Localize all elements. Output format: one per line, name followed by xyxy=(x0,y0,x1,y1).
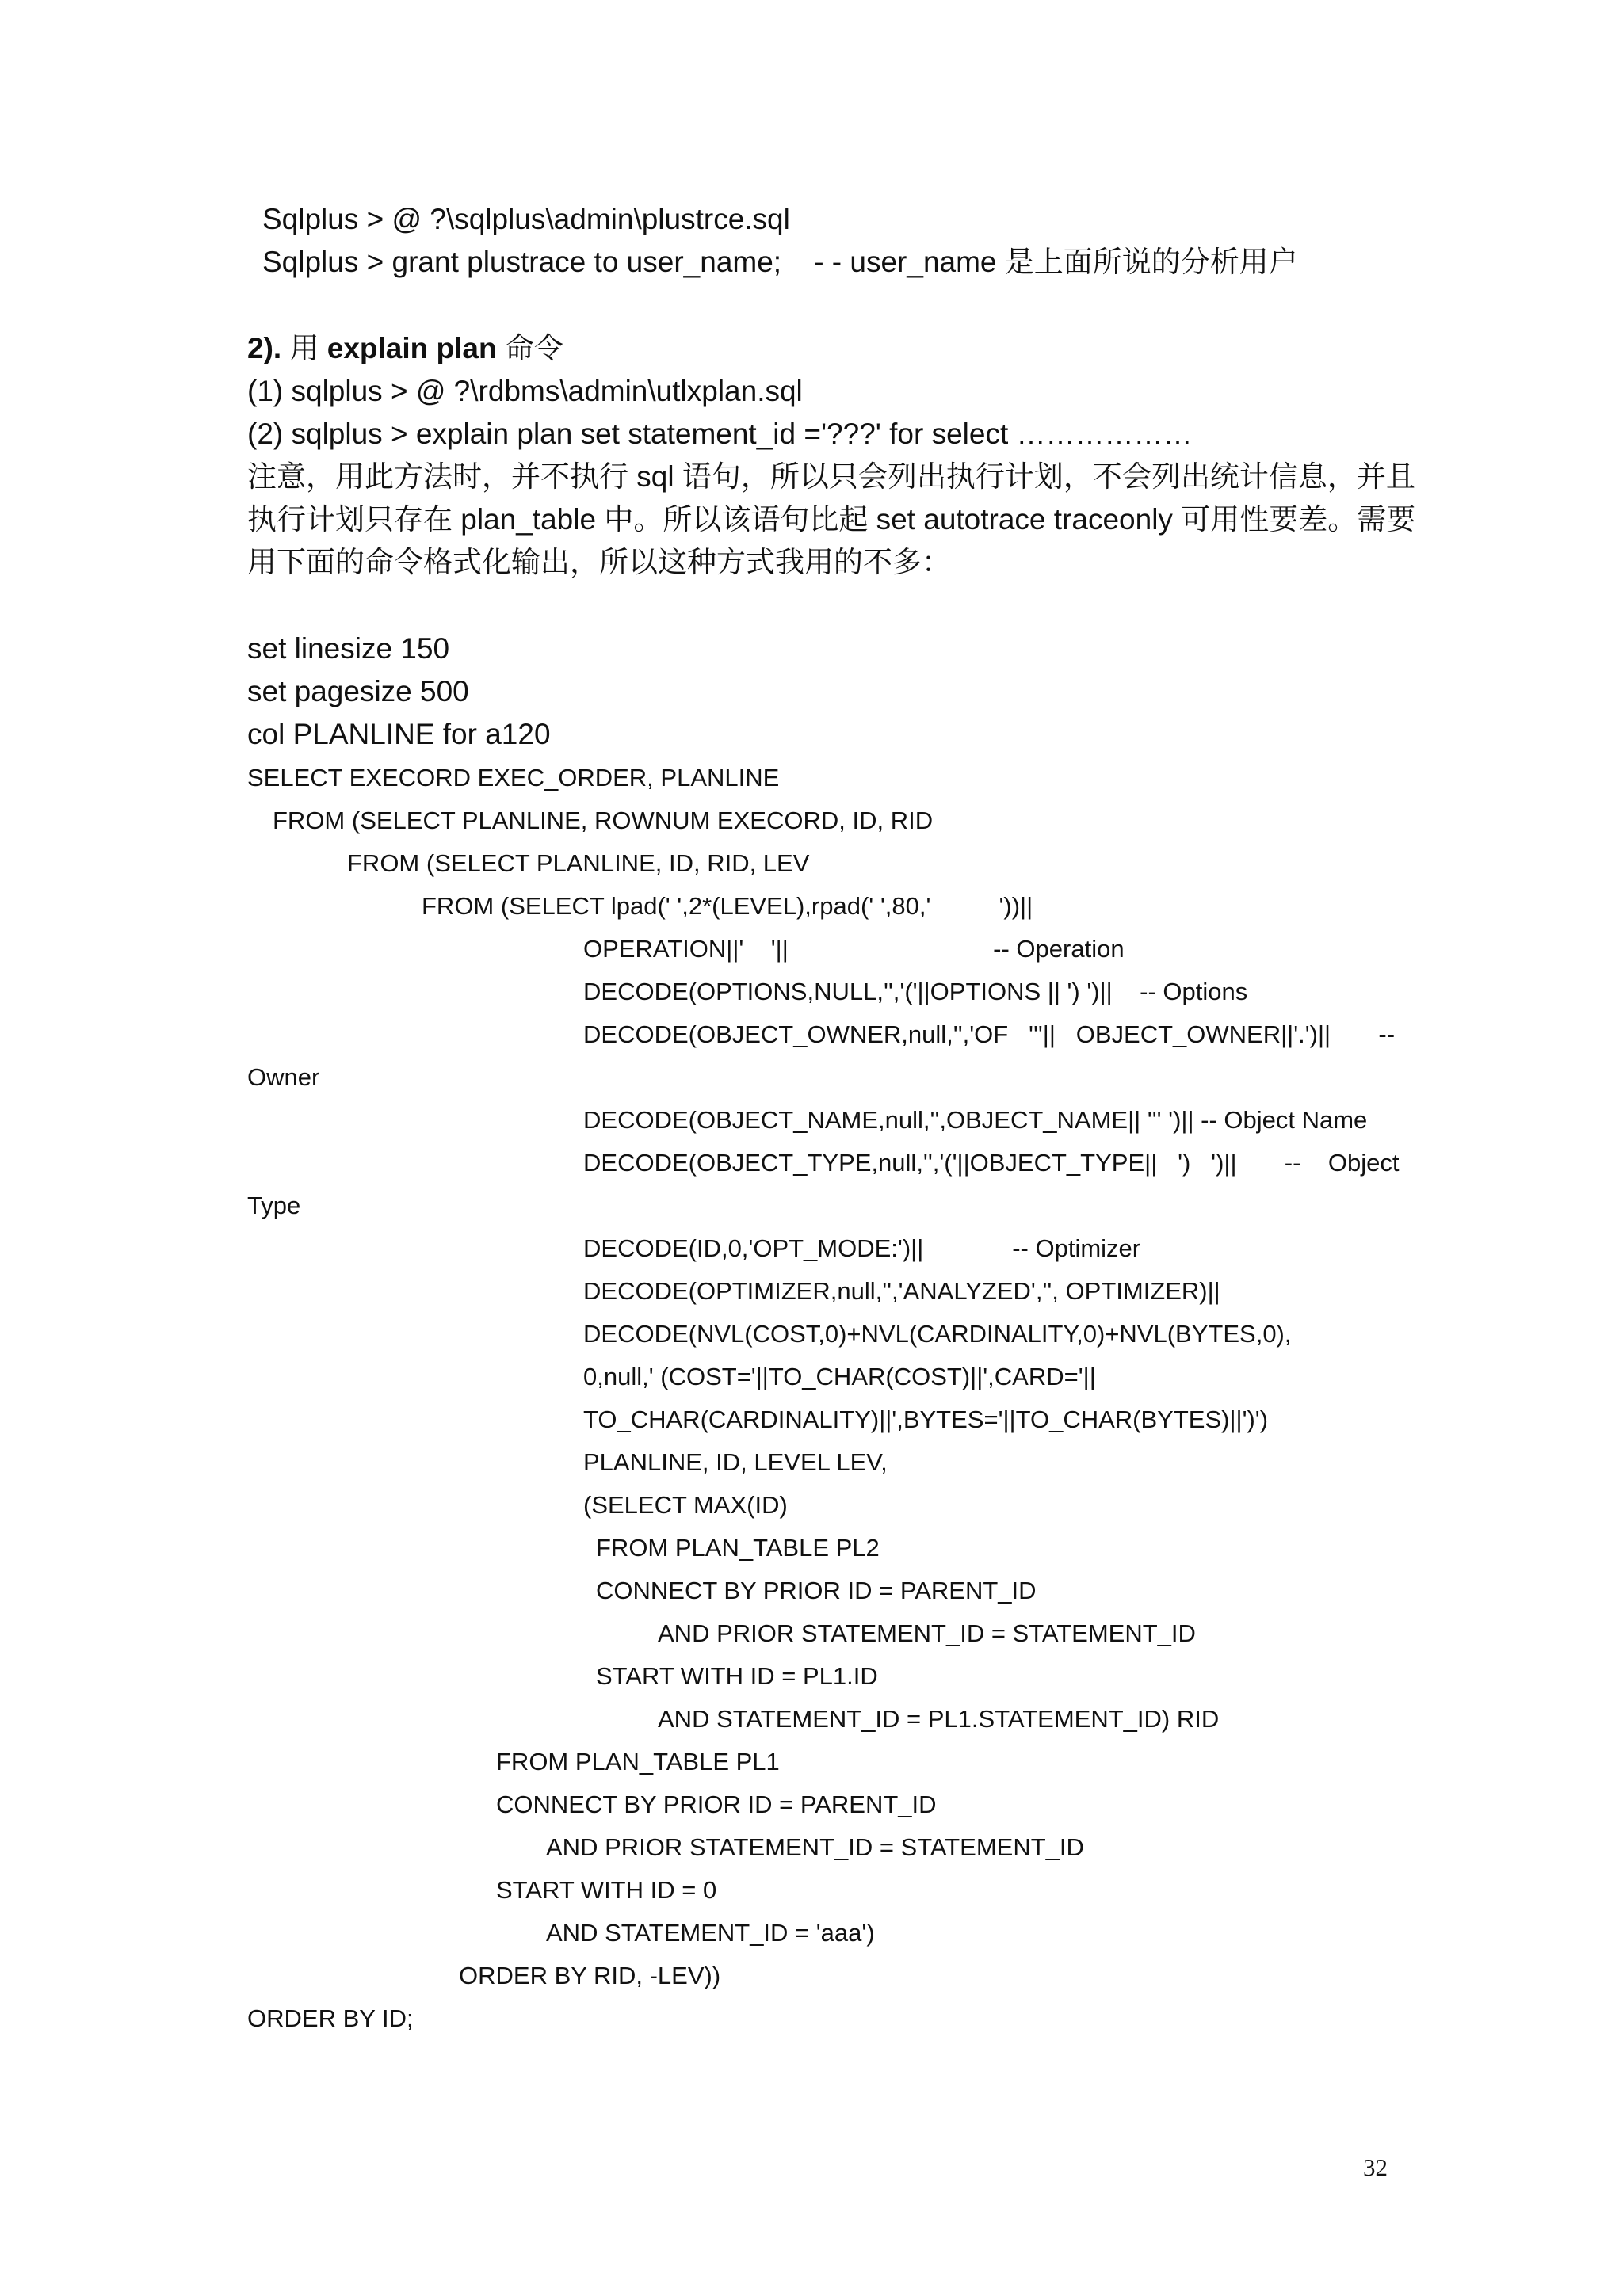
sql-line: DECODE(OBJECT_NAME,null,'',OBJECT_NAME|| ''' ')|| -- Object Name xyxy=(583,1106,1368,1134)
sql-line: AND PRIOR STATEMENT_ID = STATEMENT_ID xyxy=(546,1833,1084,1861)
sql-line: CONNECT BY PRIOR ID = PARENT_ID xyxy=(596,1577,1037,1604)
setting-line: col PLANLINE for a120 xyxy=(247,718,551,750)
heading-text-b: explain plan xyxy=(327,332,497,364)
intro-line-1: Sqlplus > @ ?\sqlplus\admin\plustrce.sql xyxy=(262,203,790,235)
sql-line: CONNECT BY PRIOR ID = PARENT_ID xyxy=(496,1791,937,1818)
note-line-1: 注意，用此方法时，并不执行 sql 语句，所以只会列出执行计划，不会列出统计信息，并且 xyxy=(247,460,1415,493)
sql-line: (SELECT MAX(ID) xyxy=(583,1491,788,1519)
sql-line: ORDER BY RID, -LEV)) xyxy=(459,1962,721,1989)
step-1: (1) sqlplus > @ ?\rdbms\admin\utlxplan.sql xyxy=(247,375,803,407)
sql-line: OPERATION||' '|| -- Operation xyxy=(583,935,1125,963)
sql-line: FROM (SELECT lpad(' ',2*(LEVEL),rpad(' ',80,' '))|| xyxy=(422,892,1033,920)
note-line-3: 用下面的命令格式化输出，所以这种方式我用的不多： xyxy=(247,546,951,578)
sql-line: FROM (SELECT PLANLINE, ROWNUM EXECORD, ID, RID xyxy=(273,807,934,834)
sql-line: AND STATEMENT_ID = 'aaa') xyxy=(546,1919,875,1947)
heading-text-c: 命令 xyxy=(496,332,563,364)
sql-line: FROM (SELECT PLANLINE, ID, RID, LEV xyxy=(347,849,810,877)
sql-line: AND STATEMENT_ID = PL1.STATEMENT_ID) RID xyxy=(658,1705,1220,1733)
sql-line: DECODE(OBJECT_OWNER,null,'','OF '''|| OBJECT_OWNER||'.')|| -- xyxy=(583,1020,1396,1048)
sql-line: DECODE(NVL(COST,0)+NVL(CARDINALITY,0)+NVL(BYTES,0), xyxy=(583,1320,1292,1348)
sql-line: Owner xyxy=(247,1063,320,1091)
setting-line: set linesize 150 xyxy=(247,632,450,665)
section-number: 2). xyxy=(247,332,282,364)
page-number: 32 xyxy=(1363,2153,1388,2181)
sql-line: FROM PLAN_TABLE PL1 xyxy=(496,1748,780,1775)
section-heading xyxy=(247,334,563,363)
sql-line: Type xyxy=(247,1192,301,1219)
sql-line: 0,null,' (COST='||TO_CHAR(COST)||',CARD='|| xyxy=(583,1363,1096,1390)
sql-line: AND PRIOR STATEMENT_ID = STATEMENT_ID xyxy=(658,1619,1196,1647)
sql-line: DECODE(OPTIONS,NULL,'','('||OPTIONS || ') ')|| -- Options xyxy=(583,978,1248,1005)
sql-line: START WITH ID = PL1.ID xyxy=(596,1662,878,1690)
heading-text-a: 用 xyxy=(289,332,327,364)
sql-line: DECODE(ID,0,'OPT_MODE:')|| -- Optimizer xyxy=(583,1234,1141,1262)
step-2: (2) sqlplus > explain plan set statement_id ='???' for select ……………… xyxy=(247,418,1193,450)
note-line-2: 执行计划只存在 plan_table 中。所以该语句比起 set autotrace traceonly 可用性要差。需要 xyxy=(247,503,1416,536)
setting-line: set pagesize 500 xyxy=(247,675,469,707)
sql-line: DECODE(OPTIMIZER,null,'','ANALYZED','', OPTIMIZER)|| xyxy=(583,1277,1220,1305)
sql-line: DECODE(OBJECT_TYPE,null,'','('||OBJECT_TYPE|| ') ')|| -- Object xyxy=(583,1149,1400,1177)
intro-line-2: Sqlplus > grant plustrace to user_name; - - user_name 是上面所说的分析用户 xyxy=(262,246,1298,278)
sql-line: SELECT EXECORD EXEC_ORDER, PLANLINE xyxy=(247,764,780,791)
sql-line: FROM PLAN_TABLE PL2 xyxy=(596,1534,880,1562)
sql-line: TO_CHAR(CARDINALITY)||',BYTES='||TO_CHAR(BYTES)||')') xyxy=(583,1405,1269,1433)
sql-line: START WITH ID = 0 xyxy=(496,1876,717,1904)
sql-line: PLANLINE, ID, LEVEL LEV, xyxy=(583,1448,888,1476)
sql-line: ORDER BY ID; xyxy=(247,2004,414,2032)
